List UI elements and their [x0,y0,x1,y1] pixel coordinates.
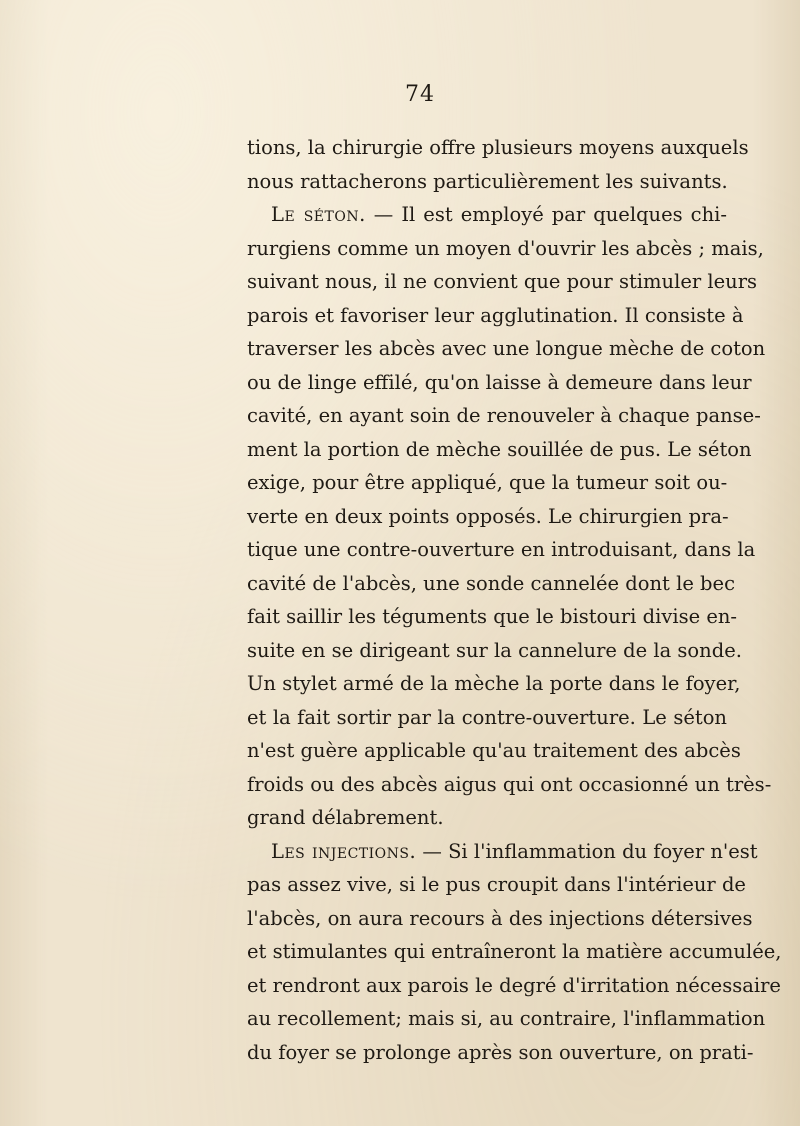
text-line: rurgiens comme un moyen d'ouvrir les abcès ; mais, [247,236,764,260]
section-heading-seton: Le séton. [271,203,366,226]
text-line: cavité de l'abcès, une sonde cannelée dont le bec [247,571,736,595]
text-line: au recollement; mais si, au contraire, l'inflammation [247,1007,766,1030]
text-line: tions, la chirurgie offre plusieurs moyens auxquels [247,136,749,159]
text-line: froids ou des abcès aigus qui ont occasionné un très- [247,772,772,796]
text-line: parois et favoriser leur agglutination. Il consiste à [247,303,744,327]
page-number: 74 [405,82,435,107]
text-line: cavité, en ayant soin de renouveler à chaque panse- [247,404,761,427]
text-line: fait saillir les téguments que le bistouri divise en- [247,605,738,628]
text-line-continuation: — Il est employé par quelques chi- [365,203,727,226]
text-line: pas assez vive, si le pus croupit dans l'intérieur de [247,873,746,896]
text-line: suite en se dirigeant sur la cannelure de la sonde. [247,638,742,662]
text-line: et la fait sortir par la contre-ouverture. Le séton [247,705,727,729]
text-line: n'est guère applicable qu'au traitement des abcès [247,739,741,762]
text-line: nous rattacherons particulièrement les suivants. [247,169,728,193]
text-line: du foyer se prolonge après son ouverture, on prati- [247,1040,754,1064]
text-line: l'abcès, on aura recours à des injections détersives [247,906,753,930]
text-line: suivant nous, il ne convient que pour stimuler leurs [247,270,758,293]
text-line: ment la portion de mèche souillée de pus. Le séton [247,437,752,461]
text-line: tique une contre-ouverture en introduisant, dans la [247,538,756,561]
text-line: traverser les abcès avec une longue mèche de coton [247,337,766,360]
text-line: grand délabrement. [247,806,444,829]
text-line-continuation: — Si l'inflammation du foyer n'est [416,839,758,863]
section-heading-line [247,835,758,869]
section-heading-line [247,198,727,232]
text-line: verte en deux points opposés. Le chirurgien pra- [247,504,729,528]
body-text [247,131,782,1069]
text-line: et stimulantes qui entraîneront la matière accumulée, [247,940,782,963]
text-line: exige, pour être appliqué, que la tumeur soit ou- [247,471,728,494]
text-line: et rendront aux parois le degré d'irritation nécessaire [247,973,781,997]
text-line: Un stylet armé de la mèche la porte dans le foyer, [247,672,741,695]
section-heading-injections: Les injections. [271,839,417,863]
text-line: ou de linge effilé, qu'on laisse à demeure dans leur [247,370,752,394]
